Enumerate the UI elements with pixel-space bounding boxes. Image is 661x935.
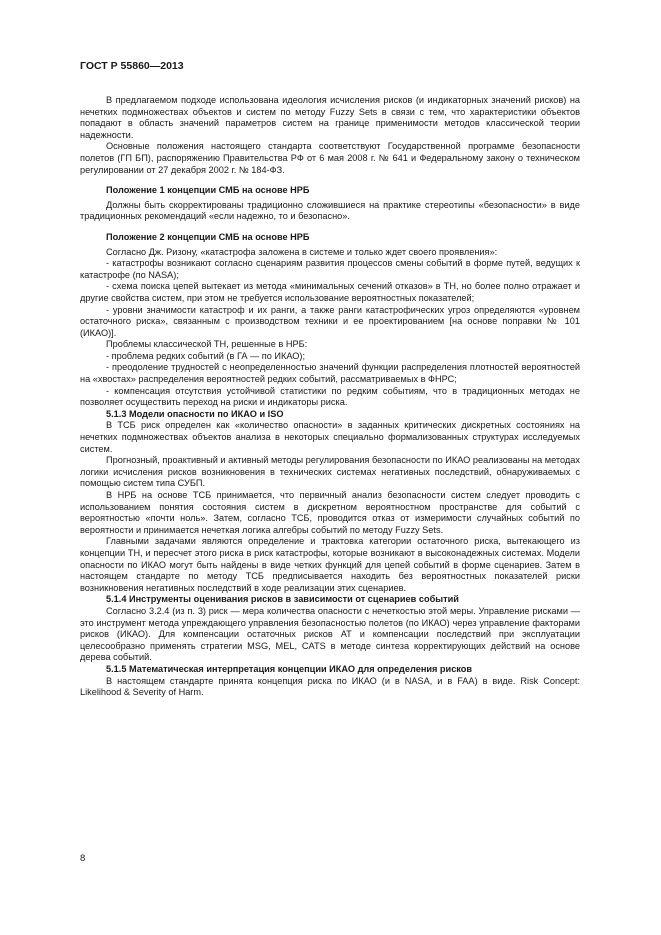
section-heading: Положение 1 концепции СМБ на основе НРБ	[106, 185, 310, 196]
document-body	[80, 95, 580, 699]
standard-header: ГОСТ Р 55860—2013	[80, 60, 184, 72]
paragraph: В ТСБ риск определен как «количество опасности» в заданных критических дискретных состояниях на нечетких подмножествах объектов анализа в некоторых специально формализованных структурах исследуемых систем.	[80, 420, 580, 454]
paragraph: В НРБ на основе ТСБ принимается, что первичный анализ безопасности систем следует проводить с использованием понятия состояния систем в дискретном вероятностном пространстве для событий с вероятностью «почти ноль». Затем, согласно ТСБ, проводится отказ от измеримости случайных событий по вероятности и принимается нечеткая логика алгебры событий по методу Fuzzy Sets.	[80, 490, 580, 535]
list-item: - проблема редких событий (в ГА — по ИКАО);	[106, 350, 306, 361]
subsection-heading: 5.1.4 Инструменты оценивания рисков в зависимости от сценариев событий	[106, 594, 459, 605]
list-item: - уровни значимости катастроф и их ранги, а также ранги катастрофических угроз определяются «уровнем остаточного риска», связанным с производством техники и ее проектированием [на основе поправки № 101 (ИКАО)].	[80, 304, 580, 338]
paragraph: Основные положения настоящего стандарта соответствуют Государственной программе безопасности полетов (ГП БП), распоряжению Правительства РФ от 6 мая 2008 г. № 641 и Федеральному закону о техническом регулировании от 27 декабря 2002 г. № 184-ФЗ.	[80, 141, 580, 175]
section-heading: Положение 2 концепции СМБ на основе НРБ	[106, 231, 310, 242]
paragraph: Согласно 3.2.4 (из п. 3) риск — мера количества опасности с нечеткостью этой меры. Управление рисками — это инструмент метода упреждающего управления безопасностью полетов (по ИКАО) через управление факторами рисков (ИКАО). Для компенсации остаточных рисков АТ и компенсации последствий при эксплуатации целесообразно применять стратегии MSG, MEL, CATS в методе синтеза корректирующих действий на основе дерева событий.	[80, 605, 580, 663]
paragraph: В настоящем стандарте принята концепция риска по ИКАО (и в NASA, и в FAA) в виде. Risk Concept: Likelihood & Severity of Harm.	[80, 675, 580, 698]
subsection-heading: 5.1.3 Модели опасности по ИКАО и ISO	[106, 408, 284, 419]
page-number: 8	[80, 853, 86, 864]
list-item: - катастрофы возникают согласно сценариям развития процессов смены событий в форме путей, ведущих к катастрофе (по NASA);	[80, 258, 580, 280]
paragraph: Проблемы классической ТН, решенные в НРБ:	[106, 339, 308, 350]
list-item: - преодоление трудностей с неопределенностью значений функции распределения плотностей вероятностей на «хвостах» распределения вероятностей редких событий, рассматриваемых в ФНРС;	[80, 362, 580, 385]
paragraph: В предлагаемом подходе использована идеология исчисления рисков (и индикаторных значений рисков) на нечетких подмножествах объектов и систем по методу Fuzzy Sets в связи с тем, что характеристики объектов попадают в область значений параметров систем на границе применимости методов классической теории надежности.	[80, 95, 580, 140]
list-item: - компенсация отсутствия устойчивой статистики по редким событиям, что в традиционных методах не позволяет осуществить переход на риски и индикаторы риска.	[80, 385, 580, 408]
paragraph: Должны быть скорректированы традиционно сложившиеся на практике стереотипы «безопасности» в виде традиционных рекомендаций «если надежно, то и безопасно».	[80, 199, 580, 222]
paragraph: Согласно Дж. Ризону, «катастрофа заложена в системе и только ждет своего проявления»:	[106, 246, 498, 257]
paragraph: Главными задачами являются определение и трактовка категории остаточного риска, вытекающего из концепции ТН, и пересчет этого риска в риск катастрофы, которые возникают в высоконадежных системах. Модели опасности по ИКАО могут быть найдены в виде четких функций для цепей событий в форме сценариев. Затем в настоящем стандарте по методу ТСБ предписывается находить без вероятностных показателей риски возникновения негативных последствий в ходе реализации этих сценариев.	[80, 536, 580, 593]
subsection-heading: 5.1.5 Математическая интерпретация концепции ИКАО для определения рисков	[106, 663, 473, 674]
paragraph: Прогнозный, проактивный и активный методы регулирования безопасности по ИКАО реализованы на методах логики исчисления рисков возникновения в технических системах негативных последствий, обнаруживаемых с помощью систем типа СУБП.	[80, 455, 580, 489]
list-item: - схема поиска цепей вытекает из метода «минимальных сечений отказов» в ТН, но более полно отражает и другие свойства систем, при этом не требуется использование вероятностных показателей;	[80, 281, 580, 303]
